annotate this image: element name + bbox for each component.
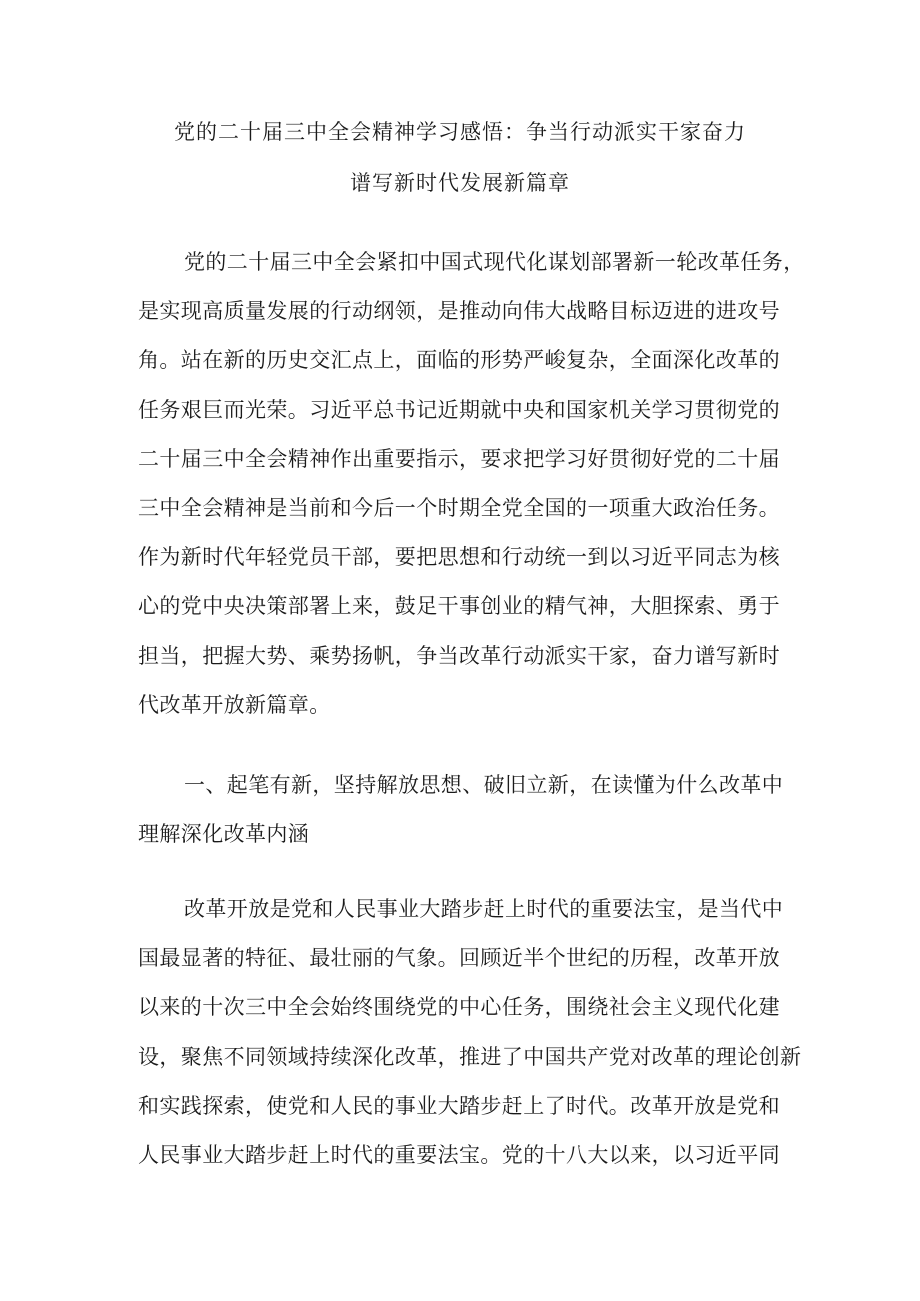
paragraph-line: 作为新时代年轻党员干部，要把思想和行动统一到以习近平同志为核 <box>138 545 780 570</box>
paragraph-reform <box>138 885 802 1180</box>
document-title-line-1: 党的二十届三中全会精神学习感悟：争当行动派实干家奋力 <box>174 120 746 144</box>
paragraph-line: 改革开放是党和人民事业大踏步赶上时代的重要法宝，是当代中 <box>184 897 784 921</box>
paragraph-line: 人民事业大踏步赶上时代的重要法宝。党的十八大以来，以习近平同 <box>138 1142 780 1167</box>
paragraph-line: 设，聚焦不同领域持续深化改革，推进了中国共产党对改革的理论创新 <box>138 1044 802 1069</box>
paragraph-line: 担当，把握大势、乘势扬帆，争当改革行动派实干家，奋力谱写新时 <box>138 643 780 668</box>
section-heading-line: 一、起笔有新，坚持解放思想、破旧立新，在读懂为什么改革中 <box>184 773 784 797</box>
section-heading-1 <box>138 761 798 859</box>
paragraph-line: 党的二十届三中全会紧扣中国式现代化谋划部署新一轮改革任务， <box>184 250 805 274</box>
paragraph-line: 任务艰巨而光荣。习近平总书记近期就中央和国家机关学习贯彻党的 <box>138 397 780 422</box>
section-heading-line: 理解深化改革内涵 <box>138 822 310 847</box>
paragraph-line: 二十届三中全会精神作出重要指示，要求把学习好贯彻好党的二十届 <box>138 446 780 471</box>
paragraph-line: 角。站在新的历史交汇点上，面临的形势严峻复杂，全面深化改革的 <box>138 348 780 373</box>
paragraph-line: 代改革开放新篇章。 <box>138 692 331 717</box>
paragraph-line: 和实践探索，使党和人民的事业大踏步赶上了时代。改革开放是党和 <box>138 1093 780 1118</box>
paragraph-line: 心的党中央决策部署上来，鼓足干事创业的精气神，大胆探索、勇于 <box>138 594 780 619</box>
paragraph-line: 是实现高质量发展的行动纲领，是推动向伟大战略目标迈进的进攻号 <box>138 299 780 324</box>
paragraph-line: 国最显著的特征、最壮丽的气象。回顾近半个世纪的历程，改革开放 <box>138 946 780 971</box>
document-title-line-2: 谱写新时代发展新篇章 <box>350 171 570 195</box>
paragraph-line: 三中全会精神是当前和今后一个时期全党全国的一项重大政治任务。 <box>138 495 780 520</box>
paragraph-line: 以来的十次三中全会始终围绕党的中心任务，围绕社会主义现代化建 <box>138 995 780 1020</box>
paragraph-intro <box>138 238 805 730</box>
